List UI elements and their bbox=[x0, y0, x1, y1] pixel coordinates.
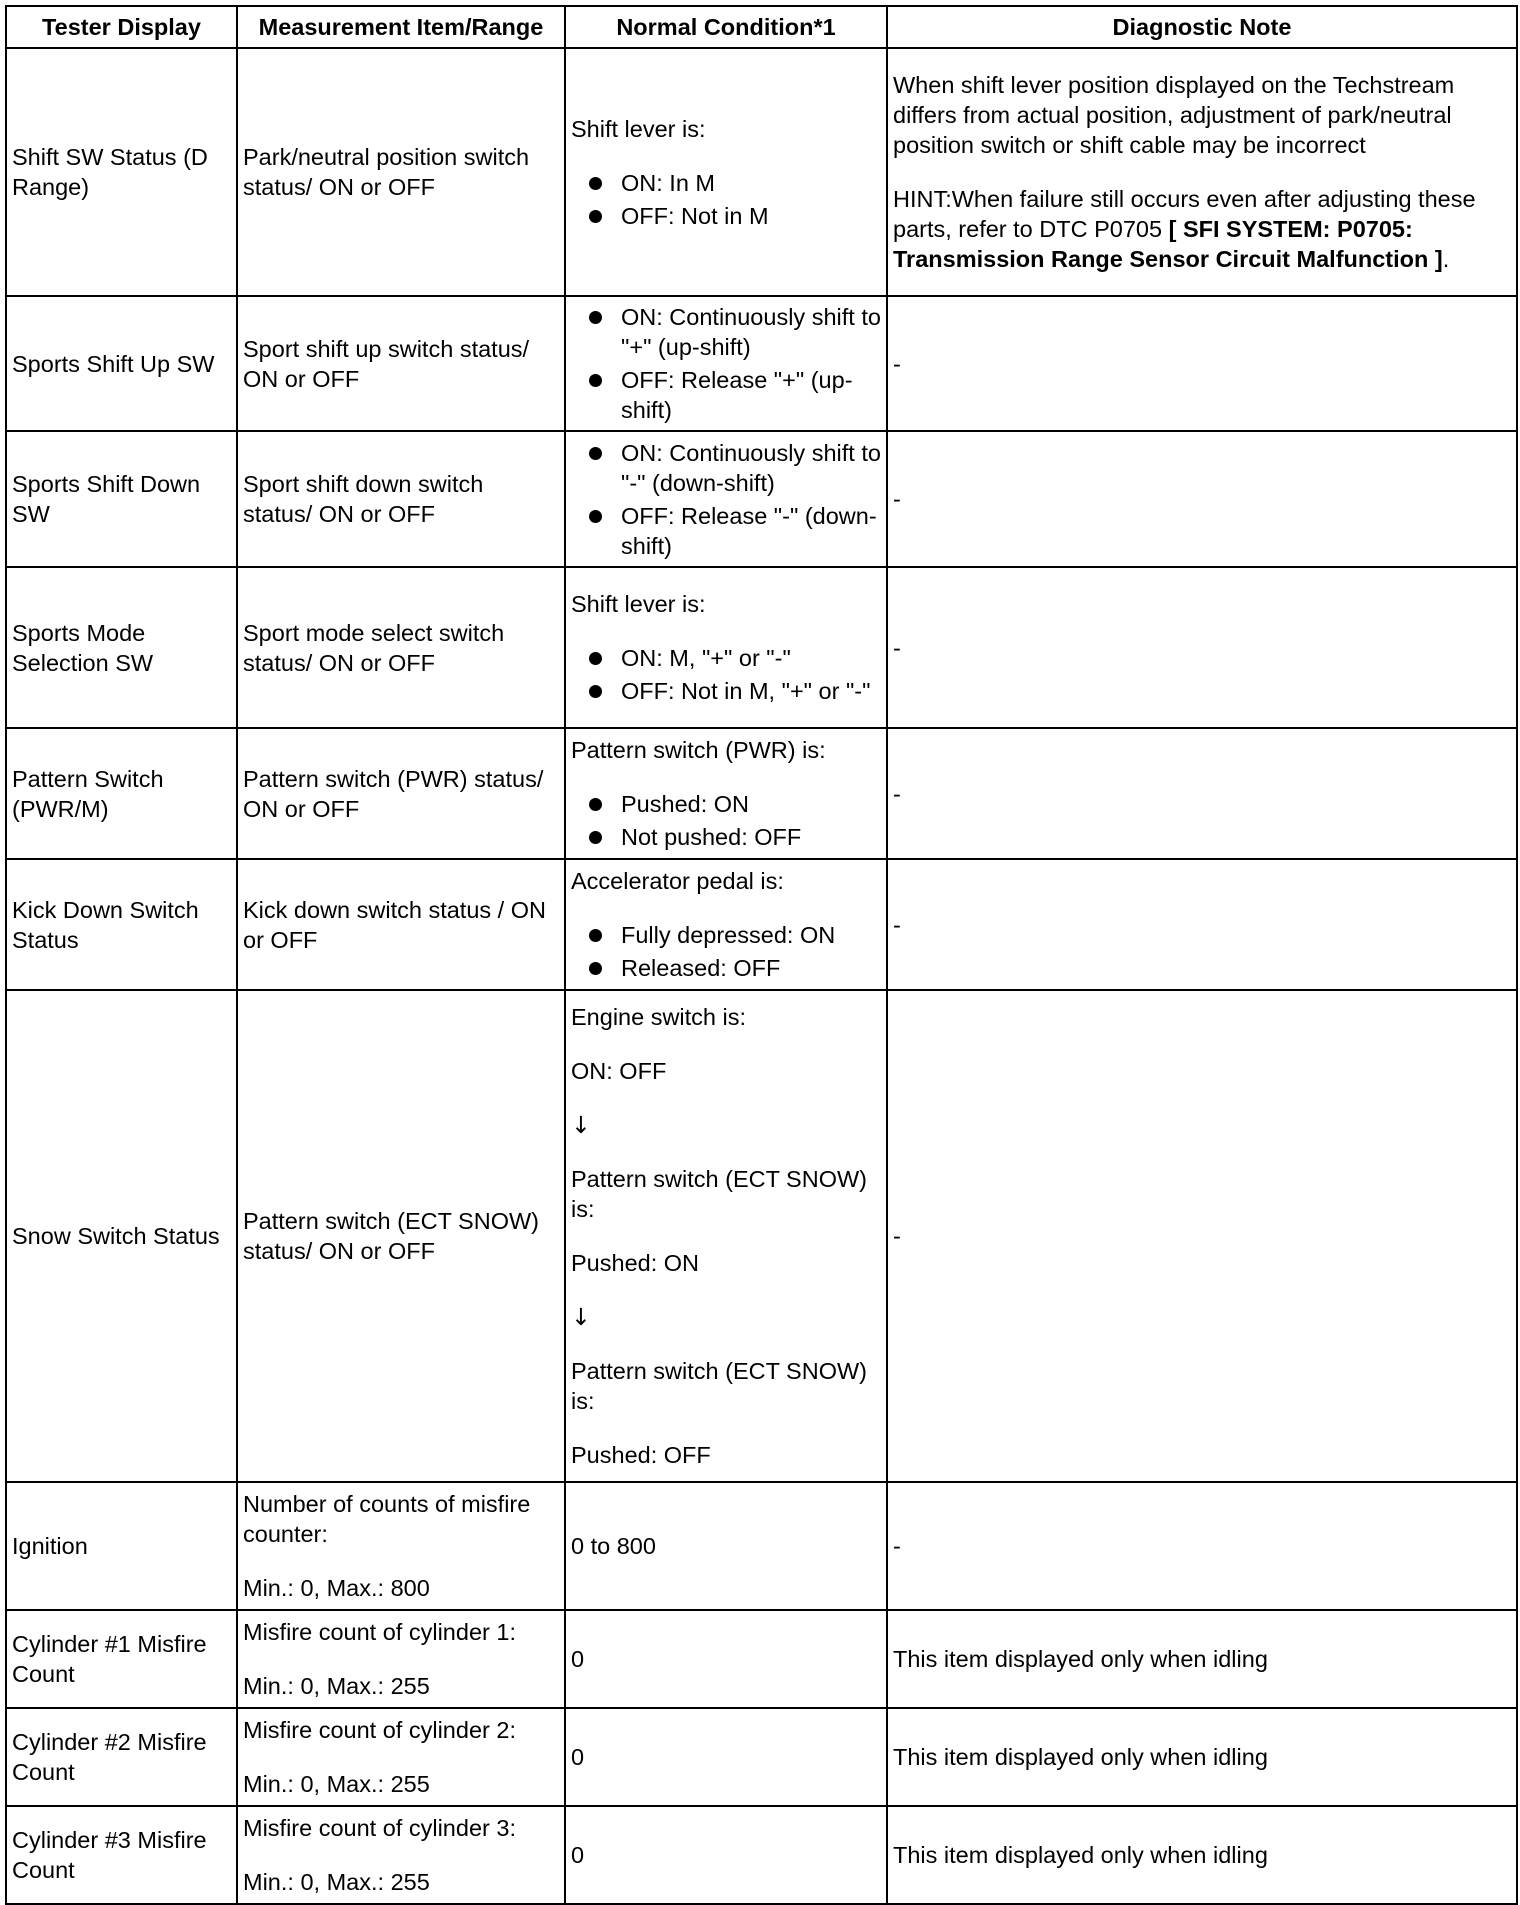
table-row bbox=[6, 1610, 1517, 1708]
tester-display-cell: Kick Down Switch Status bbox=[6, 859, 237, 990]
tester-display-cell: Ignition bbox=[6, 1482, 237, 1610]
dtc-reference-link[interactable]: [ SFI SYSTEM: P0705: Transmission Range Sensor Circuit Malfunction ] bbox=[893, 216, 1443, 272]
tester-display-cell: Sports Shift Down SW bbox=[6, 431, 237, 567]
normal-condition-cell: 0 bbox=[565, 1806, 887, 1904]
tester-display-cell: Cylinder #3 Misfire Count bbox=[6, 1806, 237, 1904]
list-item: Fully depressed: ON bbox=[589, 920, 881, 950]
diagnostic-note-cell: - bbox=[887, 859, 1517, 990]
normal-intro: Shift lever is: bbox=[571, 591, 706, 617]
normal-condition-cell: 0 bbox=[565, 1610, 887, 1708]
down-arrow-icon: ↓ bbox=[571, 1111, 591, 1139]
normal-list bbox=[571, 168, 881, 231]
list-item: OFF: Release "+" (up-shift) bbox=[589, 365, 881, 425]
measurement-line: Number of counts of misfire counter: bbox=[243, 1491, 531, 1547]
measurement-line: Misfire count of cylinder 1: bbox=[243, 1619, 516, 1645]
list-item: ON: Continuously shift to "-" (down-shift) bbox=[589, 438, 881, 498]
normal-condition-cell: 0 to 800 bbox=[565, 1482, 887, 1610]
list-item: ON: M, "+" or "-" bbox=[589, 643, 881, 673]
header-tester-display: Tester Display bbox=[6, 6, 237, 48]
diagnostic-note-cell: - bbox=[887, 431, 1517, 567]
measurement-cell: Pattern switch (ECT SNOW) status/ ON or OFF bbox=[237, 990, 565, 1482]
normal-condition-cell: 0 bbox=[565, 1708, 887, 1806]
measurement-line: Misfire count of cylinder 3: bbox=[243, 1815, 516, 1841]
tester-display-cell: Snow Switch Status bbox=[6, 990, 237, 1482]
note-paragraph: When shift lever position displayed on the Techstream differs from actual position, adjustment of park/neutral position switch or shift cable may be incorrect bbox=[893, 72, 1455, 158]
normal-condition-cell bbox=[565, 431, 887, 567]
diagnostic-note-cell: - bbox=[887, 567, 1517, 728]
list-item: ON: In M bbox=[589, 168, 881, 198]
measurement-line: Misfire count of cylinder 2: bbox=[243, 1717, 516, 1743]
header-measurement-item: Measurement Item/Range bbox=[237, 6, 565, 48]
normal-list bbox=[571, 920, 881, 983]
list-item: Released: OFF bbox=[589, 953, 881, 983]
measurement-cell bbox=[237, 1708, 565, 1806]
normal-condition-cell bbox=[565, 567, 887, 728]
normal-condition-cell bbox=[565, 990, 887, 1482]
normal-line: Pushed: OFF bbox=[571, 1442, 711, 1468]
diagnostic-note-cell: - bbox=[887, 728, 1517, 859]
table-row bbox=[6, 728, 1517, 859]
header-normal-condition: Normal Condition*1 bbox=[565, 6, 887, 48]
diagnostic-note-cell: This item displayed only when idling bbox=[887, 1806, 1517, 1904]
normal-intro: Accelerator pedal is: bbox=[571, 868, 784, 894]
measurement-cell bbox=[237, 1610, 565, 1708]
list-item: Pushed: ON bbox=[589, 789, 881, 819]
tester-display-cell: Pattern Switch (PWR/M) bbox=[6, 728, 237, 859]
data-list-table bbox=[5, 5, 1518, 1905]
hint-end: . bbox=[1442, 246, 1450, 272]
table-row bbox=[6, 1806, 1517, 1904]
header-diagnostic-note: Diagnostic Note bbox=[887, 6, 1517, 48]
diagnostic-note-cell bbox=[887, 48, 1517, 296]
table-row bbox=[6, 48, 1517, 296]
diagnostic-note-cell: This item displayed only when idling bbox=[887, 1708, 1517, 1806]
list-item: Not pushed: OFF bbox=[589, 822, 881, 852]
normal-list bbox=[571, 789, 881, 852]
measurement-range: Min.: 0, Max.: 800 bbox=[243, 1575, 430, 1601]
tester-display-cell: Cylinder #2 Misfire Count bbox=[6, 1708, 237, 1806]
measurement-cell bbox=[237, 1806, 565, 1904]
normal-line: Pushed: ON bbox=[571, 1250, 700, 1276]
diagnostic-data-document bbox=[5, 5, 1516, 1905]
measurement-cell: Pattern switch (PWR) status/ ON or OFF bbox=[237, 728, 565, 859]
normal-line: Pattern switch (ECT SNOW) is: bbox=[571, 1166, 867, 1222]
diagnostic-note-cell: This item displayed only when idling bbox=[887, 1610, 1517, 1708]
measurement-cell bbox=[237, 1482, 565, 1610]
normal-line: Pattern switch (ECT SNOW) is: bbox=[571, 1358, 867, 1414]
measurement-range: Min.: 0, Max.: 255 bbox=[243, 1673, 430, 1699]
note-hint bbox=[893, 184, 1511, 274]
down-arrow-icon: ↓ bbox=[571, 1303, 591, 1331]
measurement-cell: Sport mode select switch status/ ON or OFF bbox=[237, 567, 565, 728]
normal-list bbox=[571, 643, 881, 706]
normal-intro: Pattern switch (PWR) is: bbox=[571, 737, 826, 763]
normal-list bbox=[571, 302, 881, 425]
measurement-cell: Sport shift down switch status/ ON or OFF bbox=[237, 431, 565, 567]
normal-condition-cell bbox=[565, 728, 887, 859]
list-item: ON: Continuously shift to "+" (up-shift) bbox=[589, 302, 881, 362]
table-row bbox=[6, 859, 1517, 990]
measurement-range: Min.: 0, Max.: 255 bbox=[243, 1771, 430, 1797]
table-row bbox=[6, 431, 1517, 567]
table-header-row bbox=[6, 6, 1517, 48]
measurement-cell: Sport shift up switch status/ ON or OFF bbox=[237, 296, 565, 431]
tester-display-cell: Shift SW Status (D Range) bbox=[6, 48, 237, 296]
table-row bbox=[6, 1482, 1517, 1610]
diagnostic-note-cell: - bbox=[887, 990, 1517, 1482]
normal-intro: Shift lever is: bbox=[571, 115, 706, 142]
list-item: OFF: Not in M bbox=[589, 201, 881, 231]
table-row bbox=[6, 1708, 1517, 1806]
normal-line: ON: OFF bbox=[571, 1058, 667, 1084]
measurement-cell: Kick down switch status / ON or OFF bbox=[237, 859, 565, 990]
measurement-range: Min.: 0, Max.: 255 bbox=[243, 1869, 430, 1895]
table-row bbox=[6, 567, 1517, 728]
diagnostic-note-cell: - bbox=[887, 1482, 1517, 1610]
table-row bbox=[6, 296, 1517, 431]
tester-display-cell: Sports Mode Selection SW bbox=[6, 567, 237, 728]
normal-condition-cell bbox=[565, 859, 887, 990]
normal-line: Engine switch is: bbox=[571, 1004, 747, 1030]
table-row bbox=[6, 990, 1517, 1482]
tester-display-cell: Sports Shift Up SW bbox=[6, 296, 237, 431]
hint-text: HINT:When failure still occurs even after adjusting these parts, refer to DTC P0705 bbox=[893, 186, 1476, 242]
diagnostic-note-cell: - bbox=[887, 296, 1517, 431]
normal-list bbox=[571, 438, 881, 561]
normal-condition-cell bbox=[565, 48, 887, 296]
list-item: OFF: Not in M, "+" or "-" bbox=[589, 676, 881, 706]
normal-condition-cell bbox=[565, 296, 887, 431]
list-item: OFF: Release "-" (down-shift) bbox=[589, 501, 881, 561]
tester-display-cell: Cylinder #1 Misfire Count bbox=[6, 1610, 237, 1708]
measurement-cell: Park/neutral position switch status/ ON or OFF bbox=[237, 48, 565, 296]
